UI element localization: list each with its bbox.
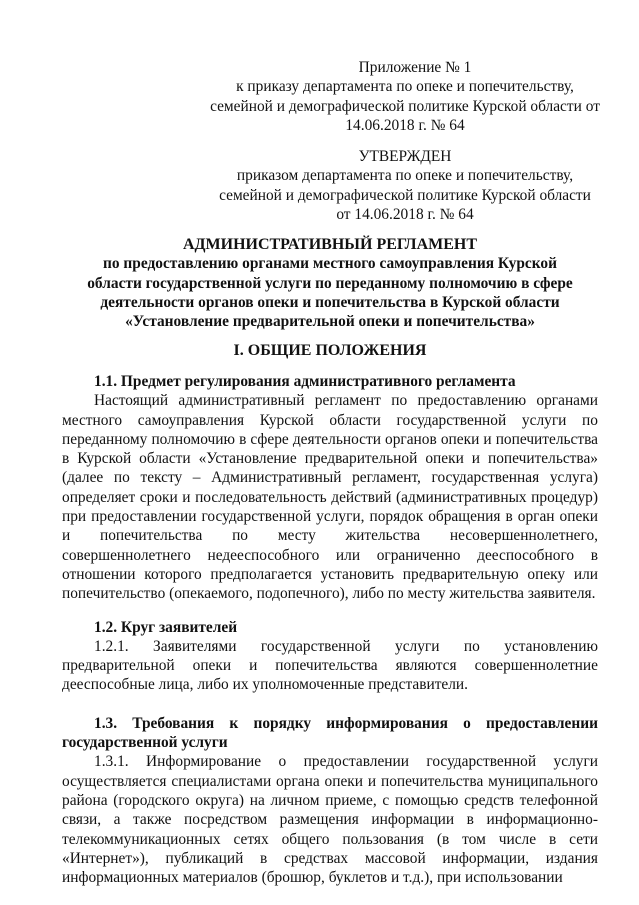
approved-title: УТВЕРЖДЕН	[358, 148, 452, 165]
approved-line: приказом департамента по опеке и попечительству,	[236, 167, 574, 185]
document-title-line: области государственной услуги по переданному полномочию в сфере	[87, 274, 573, 292]
approved-line: от 14.06.2018 г. № 64	[336, 205, 474, 223]
document-title-line: деятельности органов опеки и попечительства в Курской области	[100, 293, 560, 311]
appendix-line: семейной и демографической политике Курской области от	[210, 97, 600, 115]
subsection-heading: 1.3. Требования к порядку информирования о предоставлении государственной услуги	[62, 714, 598, 752]
paragraph: 1.2.1. Заявителями государственной услуги по установлению предварительной опеки и попечительства являются совершеннолетние дееспособные лица, либо их уполномоченные представители.	[62, 637, 598, 694]
section-body	[62, 372, 598, 887]
subsection-heading: 1.2. Круг заявителей	[94, 618, 238, 636]
approved-line: семейной и демографической политике Курской области	[219, 186, 591, 204]
appendix-line: к приказу департамента по опеке и попечительству,	[236, 78, 574, 96]
document-title-line: «Установление предварительной опеки и попечительства»	[125, 313, 535, 331]
appendix-number: Приложение № 1	[358, 59, 472, 76]
document-title-main: АДМИНИСТРАТИВНЫЙ РЕГЛАМЕНТ	[182, 236, 478, 253]
appendix-block	[200, 58, 610, 135]
approved-block	[200, 147, 610, 224]
paragraph: Настоящий административный регламент по предоставлению органами местного самоуправления Курской области государственной услуги по переданному полномочию в сфере деятельности органов опеки и попечительства в Курской области «Установление предварительной опеки и попечительства» (далее по тексту – Административный регламент, государственная услуга) определяет сроки и последовательность действий (административных процедур) при предоставлении государственной услуги, порядок обращения в орган опеки и попечительства по месту жительства несовершеннолетнего, совершеннолетнего недееспособного или ограниченно дееспособного в отношении которого предполагается установить предварительную опеку или попечительство (опекаемого, подопечного), либо по месту жительства заявителя.	[62, 392, 598, 603]
document-title-line: по предоставлению органами местного самоуправления Курской	[103, 255, 557, 273]
section-heading: I. ОБЩИЕ ПОЛОЖЕНИЯ	[233, 342, 427, 359]
appendix-line: 14.06.2018 г. № 64	[345, 116, 465, 134]
subsection-heading: 1.1. Предмет регулирования административного регламента	[94, 373, 516, 390]
document-title	[62, 235, 598, 331]
paragraph: 1.3.1. Информирование о предоставлении государственной услуги осуществляется специалистами органа опеки и попечительства муниципального района (городского округа) на личном приеме, с помощью средств телефонной связи, а также посредством размещения информации в информационно-телекоммуникационных сетях общего пользования (в том числе в сети «Интернет»), публикаций в средствах массовой информации, издания информационных материалов (брошюр, буклетов и т.д.), при использовании	[62, 753, 598, 887]
